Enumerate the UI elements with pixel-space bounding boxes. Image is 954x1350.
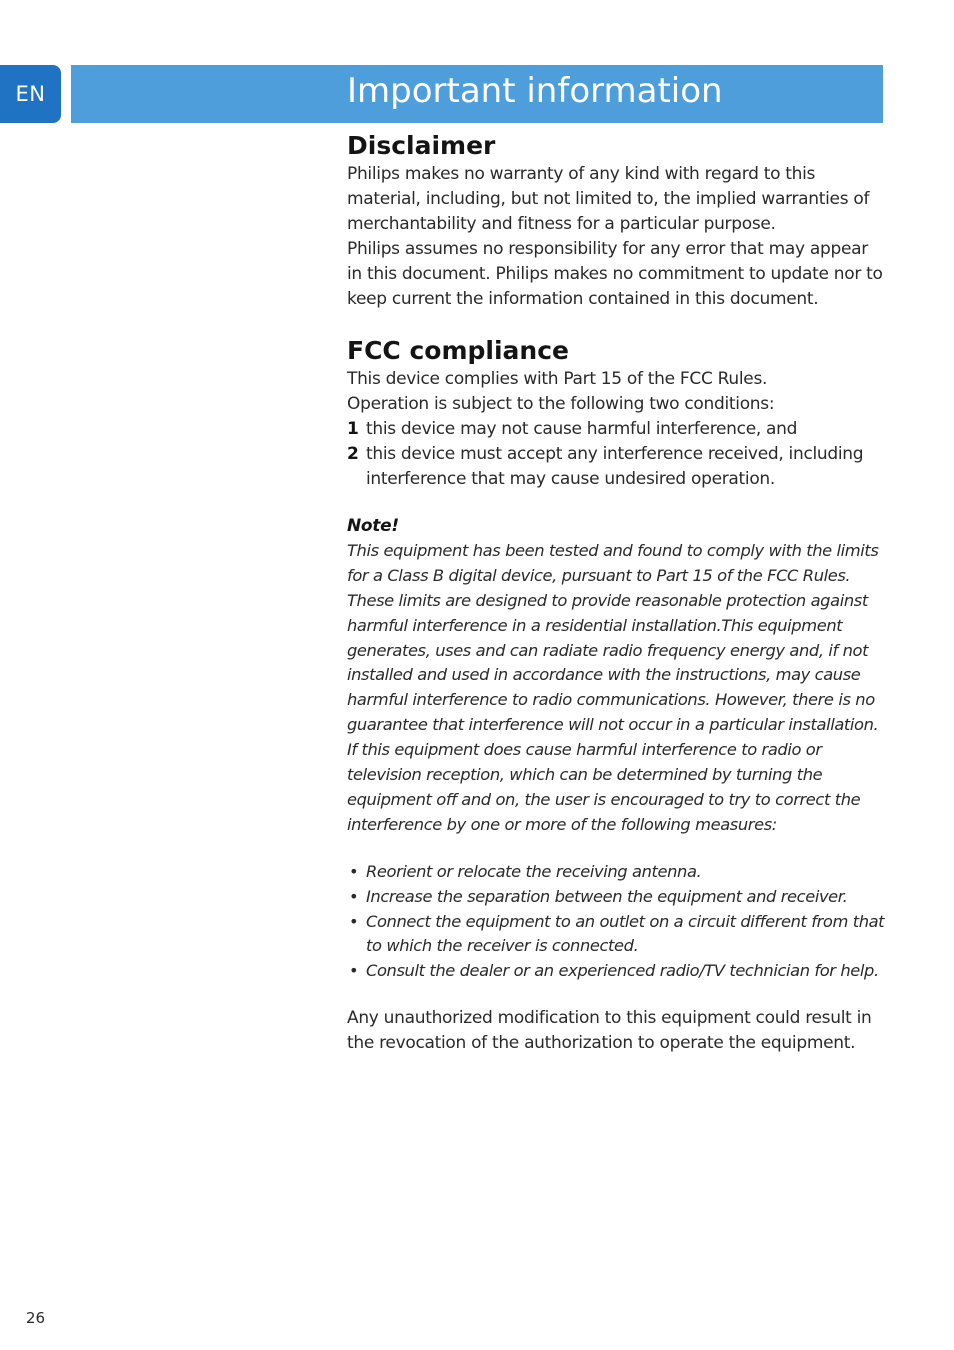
bullet-icon: • [349,911,359,931]
list-number: 1 [347,419,359,440]
section-spacer [347,311,887,335]
disclaimer-section [347,130,887,311]
list-text: Reorient or relocate the receiving antenna. [366,861,702,881]
note-title: Note! [347,515,399,536]
page-number: 26 [26,1309,46,1327]
fcc-intro-line: Operation is subject to the following two conditions: [347,394,775,415]
bullet-icon: • [349,886,359,906]
list-text: this device may not cause harmful interference, and [366,419,798,440]
list-item [347,442,887,492]
disclaimer-paragraph: Philips makes no warranty of any kind with regard to this material, including, but not limited to, the implied warranties of merchantability and fitness for a particular purpose. [347,164,870,234]
list-text: this device must accept any interference received, including interference that may cause undesired operation. [366,444,864,490]
fcc-intro-line: This device complies with Part 15 of the FCC Rules. [347,369,768,390]
list-item [347,860,887,885]
page-title: Important information [347,71,723,111]
main-content [347,130,887,1056]
section-spacer [347,492,887,514]
bullet-icon: • [349,961,359,981]
section-spacer [347,984,887,1006]
list-item [347,417,887,442]
note-body: This equipment has been tested and found to comply with the limits for a Class B digital device, pursuant to Part 15 of the FCC Rules. These limits are designed to provide reasonable protection against harmful interference in a residential installation.This equipment generates, uses and can radiate radio frequency energy and, if not installed and used in accordance with the instructions, may cause harmful interference to radio communications. However, there is no guarantee that interference will not occur in a particular installation. If this equipment does cause harmful interference to radio or television reception, which can be determined by turning the equipment off and on, the user is encouraged to try to correct the interference by one or more of the following measures: [347,540,879,834]
measures-list [347,860,887,985]
list-text: Increase the separation between the equipment and receiver. [366,886,848,906]
closing-paragraph: Any unauthorized modification to this equipment could result in the revocation of the authorization to operate the equipment. [347,1008,872,1054]
language-tab: EN [0,65,61,123]
disclaimer-paragraph: Philips assumes no responsibility for any error that may appear in this document. Philips makes no commitment to update nor to keep current the information contained in this document. [347,238,883,309]
list-text: Consult the dealer or an experienced radio/TV technician for help. [366,961,879,981]
fcc-conditions-list [347,417,887,492]
list-item [347,885,887,910]
section-spacer [347,838,887,860]
list-item [347,910,887,960]
fcc-section [347,335,887,1056]
title-bar [71,65,883,123]
bullet-icon: • [349,861,359,881]
fcc-heading: FCC compliance [347,336,569,366]
list-item [347,959,887,984]
disclaimer-heading: Disclaimer [347,131,496,160]
list-number: 2 [347,444,359,465]
list-text: Connect the equipment to an outlet on a circuit different from that to which the receiver is connected. [366,911,885,956]
